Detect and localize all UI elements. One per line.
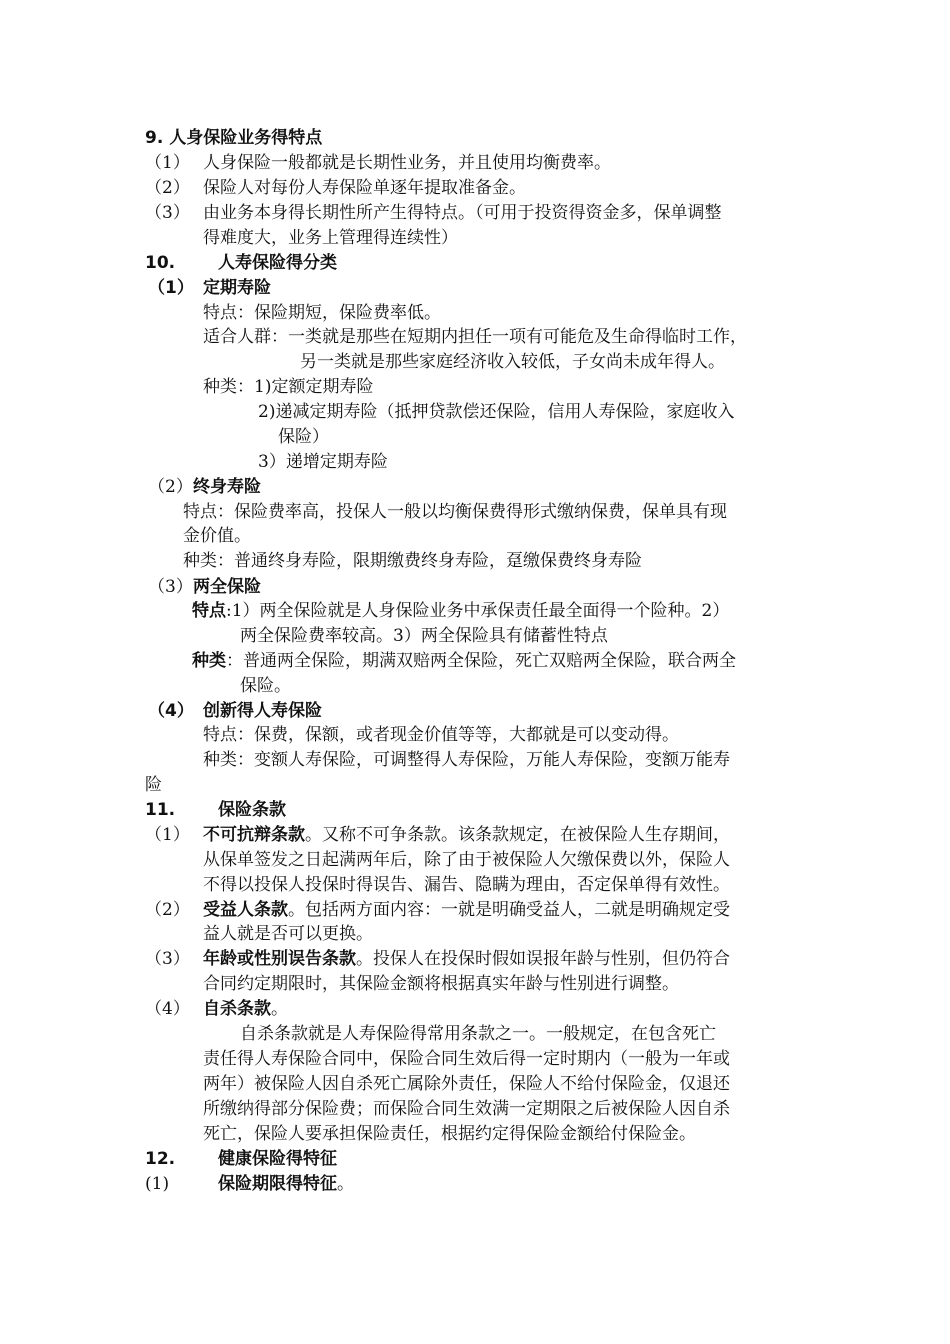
s10-item-3-num: （3） — [148, 577, 193, 597]
s11-item-4-para-line: 两年）被保险人因自杀死亡属除外责任，保险人不给付保险金，仅退还 — [203, 1074, 730, 1094]
s10-item-4-line: 险 — [145, 775, 162, 795]
section-12-title: 健康保险得特征 — [218, 1149, 337, 1169]
text: 。投保人在投保时假如误报年龄与性别，但仍符合 — [356, 949, 730, 969]
text: ：普通两全保险，期满双赔两全保险，死亡双赔两全保险，联合两全 — [226, 651, 736, 671]
s10-item-1-line: 适合人群：一类就是那些在短期内担任一项有可能危及生命得临时工作， — [203, 327, 747, 347]
clause-name: 受益人条款 — [203, 900, 288, 920]
s9-item-1-num: （1） — [145, 153, 190, 173]
clause-name: 年龄或性别误告条款 — [203, 949, 356, 969]
section-11-num: 11. — [145, 800, 176, 820]
s11-item-4-para-line: 责任得人寿保险合同中，保险合同生效后得一定时期内（一般为一年或 — [203, 1049, 730, 1069]
s11-item-4-para-line: 自杀条款就是人寿保险得常用条款之一。一般规定，在包含死亡 — [240, 1024, 716, 1044]
s9-item-2-num: （2） — [145, 178, 190, 198]
s11-item-2-line: 益人就是否可以更换。 — [203, 924, 373, 944]
s10-item-1-line: 2)递减定期寿险（抵押贷款偿还保险，信用人寿保险，家庭收入 — [258, 402, 735, 422]
s11-item-3-num: （3） — [145, 949, 190, 969]
clause-name: 不可抗辩条款 — [203, 825, 305, 845]
s11-item-2-num: （2） — [145, 900, 190, 920]
s10-item-3-title: 两全保险 — [193, 577, 261, 597]
s11-item-4-para-line: 死亡，保险人要承担保险责任，根据约定得保险金额给付保险金。 — [203, 1124, 696, 1144]
s10-item-1-line: 另一类就是那些家庭经济收入较低，子女尚未成年得人。 — [300, 352, 725, 372]
s9-item-3-line-1: 由业务本身得长期性所产生得特点。（可用于投资得资金多，保单调整 — [203, 203, 722, 223]
s10-item-4-title: 创新得人寿保险 — [203, 701, 322, 721]
s11-item-4-num: （4） — [145, 999, 190, 1019]
text: :1）两全保险就是人身保险业务中承保责任最全面得一个险种。2） — [226, 601, 730, 621]
s10-item-3-line: 保险。 — [240, 676, 291, 696]
section-9-title: 9. 人身保险业务得特点 — [145, 128, 323, 148]
s11-item-1-line — [203, 823, 730, 847]
s10-item-3-line: 两全保险费率较高。3）两全保险具有储蓄性特点 — [240, 626, 608, 646]
s9-item-3-line-2: 得难度大，业务上管理得连续性） — [203, 228, 458, 248]
s12-item-1-line — [218, 1172, 354, 1196]
s10-item-4-num: （4） — [148, 701, 194, 721]
s11-item-1-num: （1） — [145, 825, 190, 845]
section-11-title: 保险条款 — [218, 800, 286, 820]
s10-item-3-line — [192, 599, 729, 623]
s10-item-1-line: 3）递增定期寿险 — [258, 452, 388, 472]
s10-item-1-line: 保险） — [278, 427, 329, 447]
section-10-num: 10. — [145, 253, 176, 273]
s10-item-1-line: 种类：1)定额定期寿险 — [203, 377, 374, 397]
s10-item-4-line: 种类：变额人寿保险，可调整得人寿保险，万能人寿保险，变额万能寿 — [203, 750, 730, 770]
text: 。又称不可争条款。该条款规定，在被保险人生存期间， — [305, 825, 730, 845]
s11-item-2-line — [203, 898, 730, 922]
feature-name: 保险期限得特征 — [218, 1174, 337, 1194]
label-features: 特点 — [192, 601, 226, 621]
s11-item-1-line: 从保单签发之日起满两年后，除了由于被保险人欠缴保费以外，保险人 — [203, 850, 730, 870]
s11-item-3-line — [203, 947, 730, 971]
s11-item-3-line: 合同约定期限时，其保险金额将根据真实年龄与性别进行调整。 — [203, 974, 679, 994]
s10-item-1-title: 定期寿险 — [203, 278, 271, 298]
s10-item-4-line: 特点：保费，保额，或者现金价值等等，大都就是可以变动得。 — [203, 725, 679, 745]
s11-item-4-line — [203, 997, 288, 1021]
text: 。 — [271, 999, 288, 1019]
clause-name: 自杀条款 — [203, 999, 271, 1019]
text: 。 — [337, 1174, 354, 1194]
s10-item-1-num: （1） — [148, 278, 194, 298]
s10-item-3-line — [192, 649, 736, 673]
label-types: 种类 — [192, 651, 226, 671]
section-10-title: 人寿保险得分类 — [218, 253, 337, 273]
s10-item-2-num: （2） — [148, 477, 193, 497]
s10-item-2-line: 特点：保险费率高，投保人一般以均衡保费得形式缴纳保费，保单具有现 — [183, 502, 727, 522]
s10-item-2-line: 金价值。 — [183, 526, 251, 546]
s10-item-1-line: 特点：保险期短，保险费率低。 — [203, 303, 441, 323]
s12-item-1-num: (1) — [145, 1174, 170, 1194]
section-12-num: 12. — [145, 1149, 176, 1169]
s11-item-1-line: 不得以投保人投保时得误告、漏告、隐瞒为理由，否定保单得有效性。 — [203, 875, 730, 895]
s11-item-4-para-line: 所缴纳得部分保险费；而保险合同生效满一定期限之后被保险人因自杀 — [203, 1099, 730, 1119]
text: 。包括两方面内容：一就是明确受益人，二就是明确规定受 — [288, 900, 730, 920]
s9-item-2: 保险人对每份人寿保险单逐年提取准备金。 — [203, 178, 526, 198]
s9-item-1: 人身保险一般都就是长期性业务，并且使用均衡费率。 — [203, 153, 611, 173]
s10-item-2-line: 种类：普通终身寿险，限期缴费终身寿险，趸缴保费终身寿险 — [183, 551, 642, 571]
s9-item-3-num: （3） — [145, 203, 190, 223]
s10-item-2-title: 终身寿险 — [193, 477, 261, 497]
